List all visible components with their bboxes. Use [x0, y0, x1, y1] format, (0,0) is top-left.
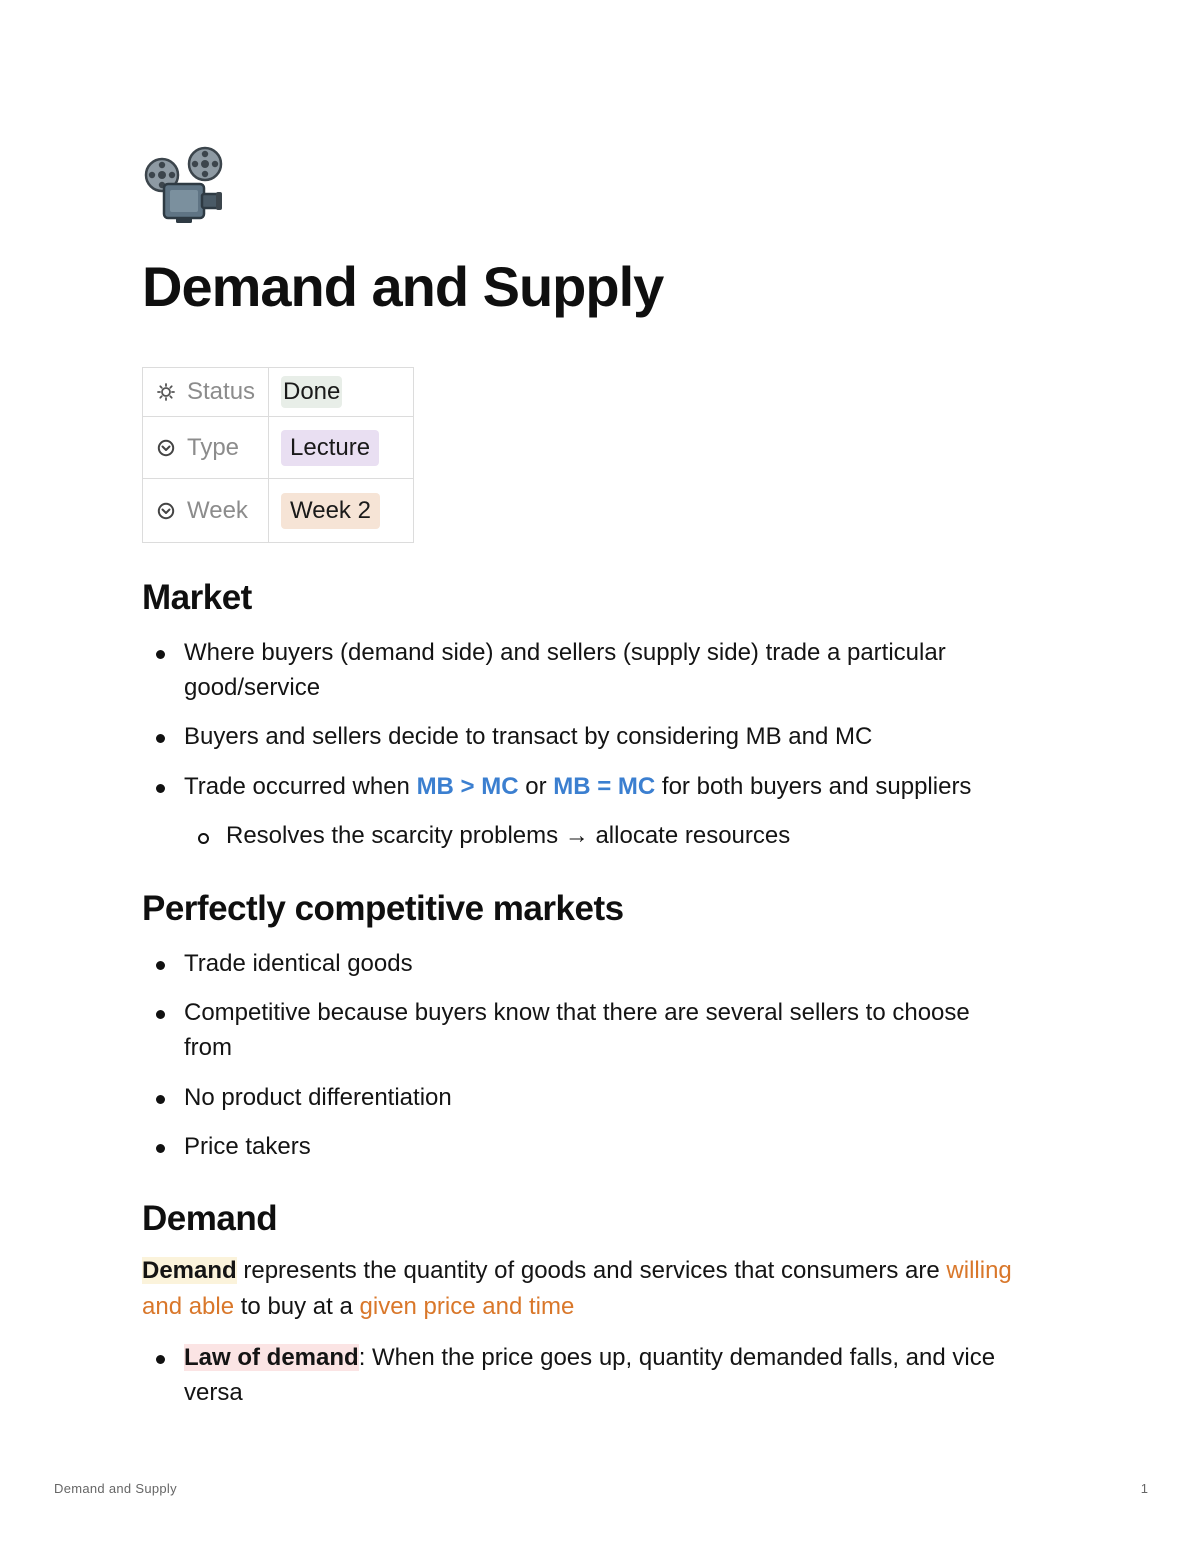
film-projector-icon [142, 146, 226, 224]
property-row-week [143, 479, 414, 543]
paragraph-line: and able to buy at a given price and time [142, 1293, 575, 1320]
list-item-continuation: from [184, 1034, 232, 1061]
highlight-and-able: and able [142, 1293, 235, 1320]
property-label: Status [187, 378, 256, 405]
sub-list-item: Resolves the scarcity problems → allocate resources [226, 822, 791, 849]
footer-title: Demand and Supply [54, 1481, 177, 1496]
highlight-mb-eq-mc: MB = MC [553, 773, 656, 800]
bullet-dot [156, 784, 165, 793]
type-badge[interactable]: Lecture [281, 430, 379, 466]
highlight-demand-term: Demand [142, 1257, 237, 1284]
list-item: Competitive because buyers know that there are several sellers to choose [184, 999, 970, 1026]
bullet-dot [156, 1095, 165, 1104]
select-icon [157, 439, 175, 457]
list-item: No product differentiation [184, 1084, 452, 1111]
list-item: Price takers [184, 1133, 311, 1160]
properties-table [142, 367, 414, 543]
bullet-dot [156, 1355, 165, 1364]
property-label: Type [187, 433, 240, 461]
sun-icon [157, 383, 175, 401]
list-item: Law of demand: When the price goes up, quantity demanded falls, and vice [184, 1344, 996, 1371]
highlight-law-of-demand: Law of demand [184, 1344, 359, 1371]
highlight-mb-gt-mc: MB > MC [416, 773, 519, 800]
sub-bullet-circle [198, 833, 209, 844]
list-item: Trade identical goods [184, 950, 413, 977]
select-icon [157, 502, 175, 520]
status-badge[interactable]: Done [281, 376, 342, 408]
bullet-dot [156, 961, 165, 970]
property-row-status [143, 368, 414, 417]
heading-market: Market [142, 578, 252, 617]
highlight-given-price-and-time: given price and time [359, 1293, 575, 1320]
bullet-dot [156, 1010, 165, 1019]
list-item-continuation: good/service [184, 674, 321, 701]
page-number: 1 [1140, 1481, 1148, 1496]
bullet-dot [156, 1144, 165, 1153]
highlight-willing: willing [946, 1257, 1012, 1284]
bullet-dot [156, 734, 165, 743]
list-item: Where buyers (demand side) and sellers (supply side) trade a particular [184, 639, 946, 666]
property-row-type [143, 417, 414, 479]
bullet-dot [156, 650, 165, 659]
property-label: Week [187, 496, 248, 524]
heading-perfectly-competitive-markets: Perfectly competitive markets [142, 889, 624, 928]
list-item: Trade occurred when MB > MC or MB = MC for both buyers and suppliers [184, 773, 972, 800]
week-badge[interactable]: Week 2 [281, 493, 380, 529]
list-item: Buyers and sellers decide to transact by considering MB and MC [184, 723, 873, 750]
list-item-continuation: versa [184, 1379, 243, 1406]
page-title: Demand and Supply [142, 255, 664, 318]
heading-demand: Demand [142, 1199, 278, 1238]
paragraph-line: Demand represents the quantity of goods and services that consumers are willing [142, 1257, 1012, 1284]
